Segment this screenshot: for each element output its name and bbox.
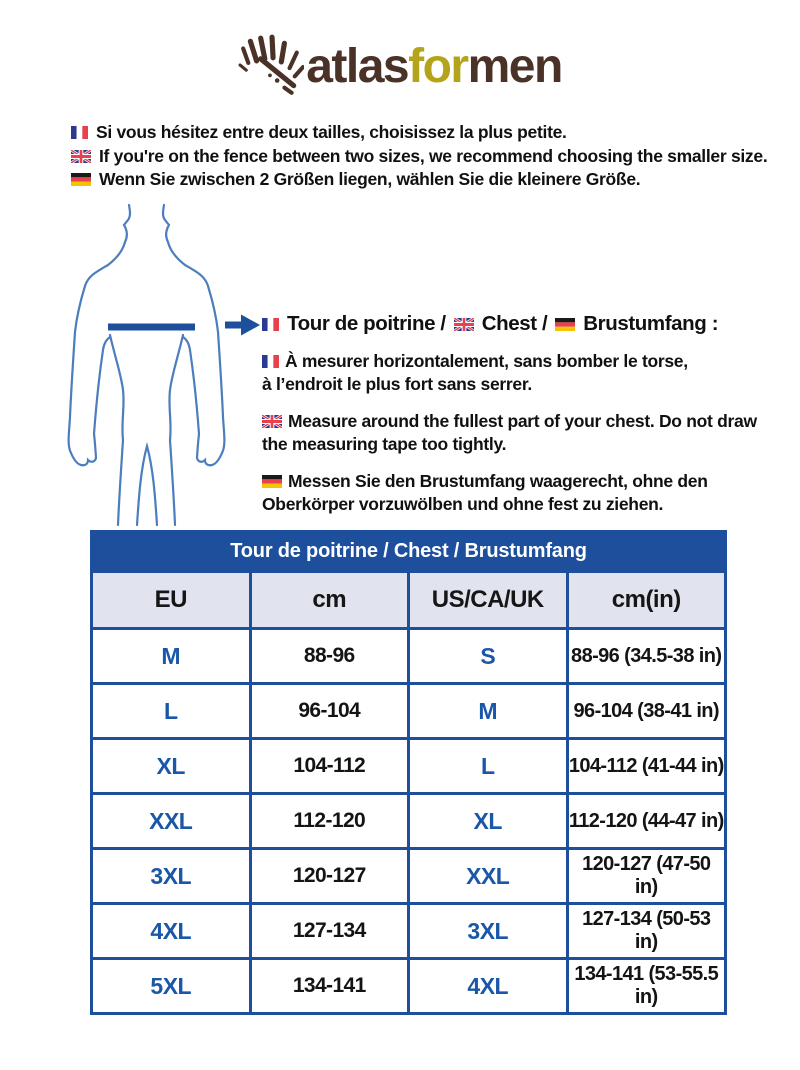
brand-for: for xyxy=(408,40,468,93)
size-chart-table xyxy=(90,530,727,1015)
uk-flag-icon xyxy=(71,150,91,163)
cell-eu: XL xyxy=(92,739,251,794)
table-header-row xyxy=(92,572,726,629)
cell-us: L xyxy=(409,739,568,794)
cell-us: 4XL xyxy=(409,959,568,1014)
instruction-de-line1: Messen Sie den Brustumfang waagerecht, ohne den xyxy=(288,471,708,491)
cell-cm: 112-120 xyxy=(250,794,409,849)
column-header-us: US/CA/UK xyxy=(409,572,568,629)
cell-cm: 127-134 xyxy=(250,904,409,959)
cell-cmin: 120-127 (47-50 in) xyxy=(567,849,726,904)
table-row xyxy=(92,794,726,849)
column-header-eu: EU xyxy=(92,572,251,629)
cell-us: XXL xyxy=(409,849,568,904)
advice-text-fr: Si vous hésitez entre deux tailles, choisissez la plus petite. xyxy=(96,122,567,143)
cell-cmin: 112-120 (44-47 in) xyxy=(567,794,726,849)
table-row xyxy=(92,739,726,794)
uk-flag-icon xyxy=(454,318,474,331)
cell-eu: 5XL xyxy=(92,959,251,1014)
advice-note-de xyxy=(71,168,767,192)
measure-heading xyxy=(262,312,777,336)
cell-eu: L xyxy=(92,684,251,739)
measure-heading-de: Brustumfang : xyxy=(583,312,719,335)
branch-leaf-icon xyxy=(238,34,304,96)
cell-cmin: 104-112 (41-44 in) xyxy=(567,739,726,794)
cell-us: XL xyxy=(409,794,568,849)
cell-cmin: 88-96 (34.5-38 in) xyxy=(567,629,726,684)
france-flag-icon xyxy=(262,318,279,331)
germany-flag-icon xyxy=(71,173,91,186)
instruction-en-line2: the measuring tape too tightly. xyxy=(262,434,507,454)
cell-cm: 88-96 xyxy=(250,629,409,684)
size-advice-notes xyxy=(71,121,767,192)
cell-cm: 120-127 xyxy=(250,849,409,904)
table-title-row xyxy=(92,532,726,572)
brand-atlas: atlas xyxy=(306,40,409,93)
advice-text-en: If you're on the fence between two sizes, we recommend choosing the smaller size. xyxy=(99,145,768,166)
instruction-fr-line1: À mesurer horizontalement, sans bomber le torse, xyxy=(285,351,688,371)
table-row xyxy=(92,629,726,684)
chest-arrow-icon xyxy=(225,315,260,336)
cell-cmin: 127-134 (50-53 in) xyxy=(567,904,726,959)
germany-flag-icon xyxy=(262,475,282,488)
cell-eu: XXL xyxy=(92,794,251,849)
instruction-fr-line2: à l’endroit le plus fort sans serrer. xyxy=(262,374,532,394)
table-title: Tour de poitrine / Chest / Brustumfang xyxy=(92,532,726,572)
cell-eu: 3XL xyxy=(92,849,251,904)
cell-eu: 4XL xyxy=(92,904,251,959)
body-outline-illustration xyxy=(58,202,268,527)
table-row xyxy=(92,684,726,739)
france-flag-icon xyxy=(262,355,279,368)
instruction-de-line2: Oberkörper vorzuwölben und ohne fest zu ziehen. xyxy=(262,494,664,514)
cell-cm: 96-104 xyxy=(250,684,409,739)
table-row xyxy=(92,904,726,959)
measure-instruction-en xyxy=(262,410,777,456)
brand-wordmark xyxy=(306,40,562,93)
advice-note-fr xyxy=(71,121,767,145)
cell-cmin: 134-141 (53-55.5 in) xyxy=(567,959,726,1014)
measure-instructions xyxy=(262,312,777,516)
cell-eu: M xyxy=(92,629,251,684)
advice-text-de: Wenn Sie zwischen 2 Größen liegen, wählen Sie die kleinere Größe. xyxy=(99,169,641,190)
table-row xyxy=(92,849,726,904)
uk-flag-icon xyxy=(262,415,282,428)
cell-cmin: 96-104 (38-41 in) xyxy=(567,684,726,739)
measure-heading-en: Chest / xyxy=(481,312,548,335)
column-header-cmin: cm(in) xyxy=(567,572,726,629)
cell-cm: 134-141 xyxy=(250,959,409,1014)
france-flag-icon xyxy=(71,126,88,139)
measure-heading-fr: Tour de poitrine / xyxy=(287,312,446,335)
advice-note-en xyxy=(71,145,767,169)
cell-cm: 104-112 xyxy=(250,739,409,794)
brand-men: men xyxy=(467,40,562,93)
cell-us: 3XL xyxy=(409,904,568,959)
table-row xyxy=(92,959,726,1014)
germany-flag-icon xyxy=(555,318,575,331)
instruction-en-line1: Measure around the fullest part of your chest. Do not draw xyxy=(288,411,757,431)
measure-instruction-fr xyxy=(262,350,777,396)
cell-us: S xyxy=(409,629,568,684)
brand-logo xyxy=(0,38,800,96)
cell-us: M xyxy=(409,684,568,739)
column-header-cm: cm xyxy=(250,572,409,629)
measure-instruction-de xyxy=(262,470,777,516)
